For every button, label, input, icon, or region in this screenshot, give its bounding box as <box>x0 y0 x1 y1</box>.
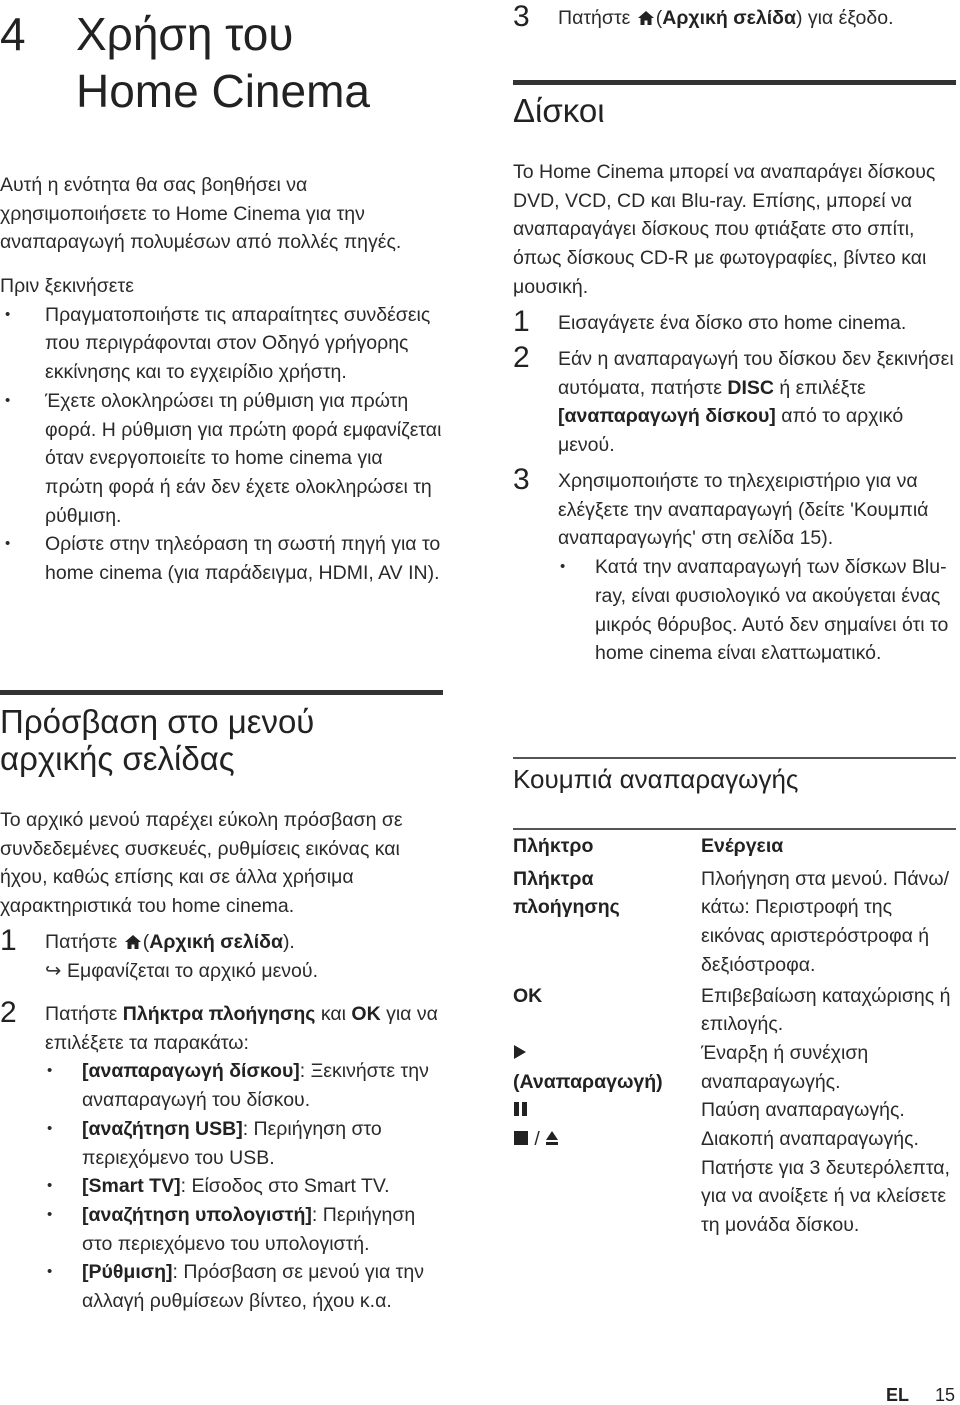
play-icon <box>513 1044 527 1060</box>
list-item: • Ορίστε στην τηλεόραση τη σωστή πηγή για το home cinema (για παράδειγμα, HDMI, AV IN). <box>5 533 441 585</box>
step-result: ↪ Εμφανίζεται το αρχικό μενού. <box>45 957 445 986</box>
home-menu-text: Το αρχικό μενού παρέχει εύκολη πρόσβαση σε συνδεδεμένες συσκευές, ρυθμίσεις εικόνας και ήχου, καθώς επίσης και σε άλλα χρήσιμα χαρακτηριστικά του home cinema. <box>0 809 403 918</box>
home-menu-heading: Πρόσβαση στο μενού αρχικής σελίδας <box>0 703 315 777</box>
list-item: • [αναζήτηση USB]: Περιήγηση στο περιεχόμενο του USB. <box>47 1117 382 1169</box>
buttons-heading: Κουμπιά αναπαραγωγής <box>513 764 799 794</box>
list-item: • [αναπαραγωγή δίσκου]: Ξεκινήστε την αναπαραγωγή του δίσκου. <box>47 1060 429 1112</box>
home-icon <box>125 935 141 949</box>
section-rule <box>0 690 443 695</box>
disc-step-1: 1 Εισαγάγετε ένα δίσκο στο home cinema. <box>513 305 907 338</box>
chapter-title-line1: Χρήση του <box>76 8 294 60</box>
list-item: • Πραγματοποιήστε τις απαραίτητες συνδέσεις που περιγράφονται στον Οδηγό γρήγορης εκκίνησης και το εγχειρίδιο χρήστη. <box>5 303 431 384</box>
before-start-heading: Πριν ξεκινήσετε <box>0 275 134 297</box>
discs-heading: Δίσκοι <box>513 92 605 129</box>
discs-text: Το Home Cinema μπορεί να αναπαράγει δίσκους DVD, VCD, CD και Blu-ray. Επίσης, μπορεί να αναπαραγάγει δίσκους που φτιάξατε στο σπίτι, όπως δίσκους CD-R με φωτογραφίες, βίντεο και μουσική. <box>513 161 936 298</box>
step-1: 1 Πατήστε (Αρχική σελίδα). ↪ Εμφανίζεται το αρχικό μενού. <box>0 928 445 985</box>
col-action-header: Ενέργεια <box>701 835 784 857</box>
home-icon <box>638 11 654 25</box>
step-2: 2 Πατήστε Πλήκτρα πλοήγησης και OK για να επιλέξετε τα παρακάτω: • [αναπαραγωγή δίσκου]: Ξεκινήστε την αναπαραγωγή του δίσκου. • [αναζήτηση USB]: Περιήγηση στο περιεχόμενο του USB. • [Smart TV]: Είσοδος στο Smart TV. • [αναζήτηση υπολογιστή]: Περιήγηση στο περιεχόμενο του υπολογιστή. • [Ρύθμιση]: Πρόσβαση σε μενού για την αλλαγή ρυθμίσεων βίντεο, ήχου κ.α. <box>0 1000 445 1316</box>
pause-icon <box>513 1101 529 1117</box>
table-row: OK Επιβεβαίωση καταχώρισης ή επιλογής. <box>513 984 951 1036</box>
table-row: Πλήκτρα πλοήγησης Πλοήγηση στα μενού. Πάνω/κάτω: Περιστροφή της εικόνας αριστερόστροφα ή δεξιόστροφα. <box>513 867 950 976</box>
disc-step-2: 2 Εάν η αναπαραγωγή του δίσκου δεν ξεκινήσει αυτόματα, πατήστε DISC ή επιλέξτε [αναπαραγωγή δίσκου] από το αρχικό μενού. <box>513 341 954 457</box>
col-key-header: Πλήκτρο <box>513 835 594 857</box>
step-3: 3 Πατήστε (Αρχική σελίδα) για έξοδο. <box>513 0 894 33</box>
table-row: (Αναπαραγωγή) Έναρξη ή συνέχιση αναπαραγωγής. <box>513 1041 869 1093</box>
eject-icon <box>545 1130 559 1146</box>
table-header-row <box>513 832 956 861</box>
buttons-table <box>513 832 956 1240</box>
footer-page-number: 15 <box>935 1385 956 1405</box>
table-rule <box>513 828 956 830</box>
disc-step-3: 3 Χρησιμοποιήστε το τηλεχειριστήριο για να ελέγξετε την αναπαραγωγή (δείτε 'Κουμπιά αναπαραγωγής' στη σελίδα 15). • Κατά την αναπαραγωγή των δίσκων Blu-ray, είναι φυσιολογικό να ακούγεται ένας μικρός θόρυβος. Αυτό δεν σημαίνει ότι το home cinema είναι ελαττωματικό. <box>513 467 956 668</box>
list-item: • Κατά την αναπαραγωγή των δίσκων Blu-ray, είναι φυσιολογικό να ακούγεται ένας μικρός θόρυβος. Αυτό δεν σημαίνει ότι το home cinema είναι ελαττωματικό. <box>560 556 949 665</box>
chapter-title-line2: Home Cinema <box>76 65 370 117</box>
section-rule <box>513 80 956 85</box>
stop-icon <box>513 1130 529 1146</box>
list-item: • [Ρύθμιση]: Πρόσβαση σε μενού για την αλλαγή ρυθμίσεων βίντεο, ήχου κ.α. <box>47 1261 424 1313</box>
result-arrow-icon: ↪ <box>45 959 62 982</box>
list-item: • [Smart TV]: Είσοδος στο Smart TV. <box>47 1175 390 1198</box>
table-row: Παύση αναπαραγωγής. <box>513 1096 956 1125</box>
table-row: / Διακοπή αναπαραγωγής. Πατήστε για 3 δευτερόλεπτα, για να ανοίξετε ή να κλείσετε τη μονάδα δίσκου. <box>513 1125 956 1240</box>
footer-lang: EL <box>886 1385 910 1405</box>
intro-text: Αυτή η ενότητα θα σας βοηθήσει να χρησιμοποιήσετε το Home Cinema για την αναπαραγωγή πολυμέσων από πολλές πηγές. <box>0 174 402 254</box>
section-rule <box>513 757 956 759</box>
chapter-number: 4 <box>0 8 26 60</box>
list-item: • [αναζήτηση υπολογιστή]: Περιήγηση στο περιεχόμενο του υπολογιστή. <box>47 1203 416 1255</box>
list-item: • Έχετε ολοκληρώσει τη ρύθμιση για πρώτη φορά. Η ρύθμιση για πρώτη φορά εμφανίζεται όταν ενεργοποιείτε το home cinema για πρώτη φορά ή εάν δεν έχετε ολοκληρώσει τη ρύθμιση. <box>5 389 442 527</box>
